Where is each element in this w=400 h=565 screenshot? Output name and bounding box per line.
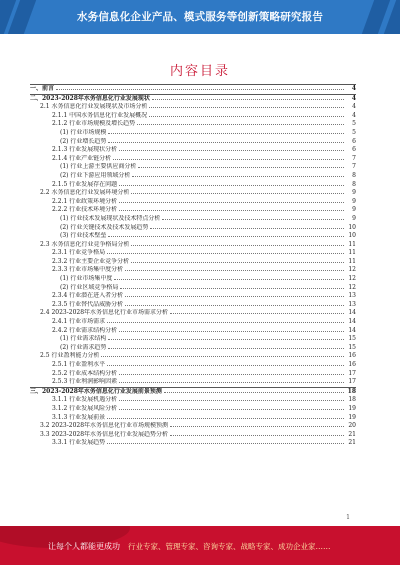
toc-entry-label: (2) 行业关键技术及技术发展趋势 [60,223,149,231]
toc-leader-dots [119,185,344,186]
toc-leader-dots [101,356,344,357]
toc-entry-label: (2) 行业区域竞争格局 [60,283,119,291]
toc-entry-page: 21 [348,439,356,447]
toc-entry-label: 2.1.2 行业市场规模及增长趋势 [52,120,136,128]
toc-entry-label: 3.2 2023-2028年水务信息化行业市场规模预测 [40,422,169,430]
toc-entry-label: (1) 行业技术发展现状及技术特点分析 [60,214,161,222]
toc-leader-dots [108,133,344,134]
toc-leader-dots [131,262,344,263]
toc-entry-label: 2.3.5 行业替代品威胁分析 [52,300,124,308]
toc-leader-dots [137,124,344,125]
toc-entry[interactable] [30,232,356,241]
toc-entry-page: 9 [352,189,356,197]
toc-entry-page: 16 [348,361,356,368]
toc-leader-dots [119,202,344,203]
toc-leader-dots [150,228,344,229]
toc-leader-dots [107,365,344,366]
toc-entry-page: 5 [352,120,356,128]
toc-leader-dots [131,193,344,194]
toc-leader-dots [170,426,344,427]
toc-leader-dots [119,210,344,211]
toc-leader-dots [119,382,344,383]
toc-entry-page: 6 [352,146,356,154]
toc-entry[interactable] [30,284,356,293]
toc-entry-label: 2.3.1 行业竞争格局 [52,249,106,257]
toc-entry-page: 4 [351,94,356,102]
toc-leader-dots [170,435,344,436]
toc-entry-label: (2) 行业需求趋势 [60,343,107,351]
toc-entry-page: 13 [348,300,356,308]
toc-entry[interactable] [30,414,356,423]
toc-entry-label: 3.1.1 行业发展机遇分析 [52,396,118,404]
toc-entry[interactable] [30,258,356,267]
toc-entry-page: 17 [348,378,356,386]
toc-entry-page: 10 [348,223,356,231]
toc-entry[interactable] [30,129,356,138]
toc-leader-dots [114,279,344,280]
toc-entry-page: 13 [348,292,356,300]
toc-entry-label: 3.3.1 行业发展趋势 [52,439,106,447]
report-footer-banner [0,526,400,565]
table-of-contents [30,84,356,448]
toc-entry[interactable] [30,370,356,379]
toc-entry-label: 2.5.2 行业成本结构分析 [52,369,118,377]
toc-entry-page: 14 [348,326,356,334]
toc-entry-page: 10 [348,232,356,240]
toc-entry-label: (1) 行业需求结构 [60,335,107,343]
toc-entry-label: 2.3 水务信息化行业竞争格局分析 [40,240,130,248]
toc-leader-dots [162,219,344,220]
toc-leader-dots [56,89,344,90]
toc-entry-page: 14 [348,309,356,317]
toc-entry-label: (1) 行业市场规模 [60,128,107,136]
toc-entry[interactable] [30,120,356,129]
toc-leader-dots [170,313,344,314]
toc-entry-page: 11 [348,257,356,265]
toc-entry[interactable] [30,163,356,172]
toc-leader-dots [125,270,344,271]
toc-entry-page: 8 [352,171,356,179]
toc-entry[interactable] [30,344,356,353]
toc-leader-dots [119,400,344,401]
toc-entry[interactable] [30,387,356,397]
toc-entry-page: 11 [348,249,356,257]
toc-entry[interactable] [30,249,356,258]
toc-leader-dots [119,331,344,332]
footer-tags: 行业专家、管理专家、咨询专家、战略专家、成功企业家…… [128,542,331,551]
toc-entry-label: (2) 行业增长趋势 [60,137,107,145]
toc-entry-page: 17 [348,369,356,377]
toc-entry[interactable] [30,198,356,207]
toc-entry-label: 3.1.3 行业发展前景 [52,413,106,421]
toc-entry-page: 16 [348,352,356,360]
toc-leader-dots [107,418,344,419]
toc-entry-label: 2.4.2 行业需求结构分析 [52,326,118,334]
toc-leader-dots [108,348,344,349]
toc-entry-label: 2.3.2 行业主要企业竞争分析 [52,257,130,265]
toc-entry[interactable] [30,275,356,284]
toc-entry[interactable] [30,181,356,190]
toc-entry[interactable] [30,335,356,344]
toc-entry-label: 2.4 2023-2028年水务信息化行业市场需求分析 [40,309,169,317]
toc-entry-label: 2.1.1 中国水务信息化行业发展概况 [52,111,148,119]
toc-entry-label: (1) 行业市场集中度 [60,275,113,283]
toc-entry-label: 2.1.5 行业发展存在问题 [52,180,118,188]
toc-entry-label: 2.5 行业盈利能力分析 [40,352,100,360]
toc-entry[interactable] [30,241,356,250]
toc-entry-label: (2) 行业下游应用领域分析 [60,171,131,179]
toc-entry[interactable] [30,112,356,121]
toc-entry[interactable] [30,361,356,370]
toc-leader-dots [125,296,344,297]
toc-entry-label: 2.1.3 行业发展现状分析 [52,146,118,154]
toc-entry[interactable] [30,266,356,275]
toc-entry-label: 2.5.3 行业利润影响因素 [52,378,118,386]
toc-entry[interactable] [30,431,356,440]
toc-leader-dots [107,253,344,254]
toc-entry-page: 4 [351,85,356,92]
toc-entry-label: 2.1 水务信息化行业发展现状及市场分析 [40,103,148,111]
toc-leader-dots [119,150,344,151]
toc-entry-page: 15 [348,335,356,343]
toc-entry-label: 2.2.2 行业技术环境分析 [52,206,118,214]
toc-leader-dots [131,245,344,246]
toc-entry-page: 7 [352,163,356,171]
toc-entry[interactable] [30,138,356,147]
toc-entry[interactable] [30,206,356,215]
toc-heading: 内容目录 [169,64,230,79]
toc-entry-label: (1) 行业上游主要供应商分析 [60,163,137,171]
toc-entry[interactable] [30,189,356,198]
toc-entry-label: 2.2 水务信息化行业发展环境分析 [40,189,130,197]
toc-leader-dots [138,167,344,168]
toc-entry-page: 18 [348,396,356,404]
toc-leader-dots [132,176,344,177]
toc-leader-dots [107,443,344,444]
toc-entry[interactable] [30,215,356,224]
toc-entry-page: 4 [352,103,356,111]
toc-leader-dots [113,159,344,160]
toc-entry-page: 11 [348,240,356,248]
toc-entry-page: 14 [348,318,356,326]
toc-entry[interactable] [30,172,356,181]
toc-entry[interactable] [30,378,356,387]
toc-leader-dots [125,305,344,306]
toc-entry-label: 2.1.4 行业产业链分析 [52,154,112,162]
footer-slogan: 让每个人都能更成功 [48,542,120,551]
toc-leader-dots [164,392,344,393]
toc-entry[interactable] [30,327,356,336]
toc-leader-dots [108,339,344,340]
toc-leader-dots [149,116,344,117]
toc-entry[interactable] [30,422,356,431]
toc-entry[interactable] [30,292,356,301]
toc-entry-label: (3) 行业技术壁垒 [60,232,107,240]
toc-entry-page: 9 [352,206,356,214]
toc-entry-label: 一、前言 [30,85,55,92]
toc-entry-page: 8 [352,180,356,188]
toc-entry-page: 6 [352,137,356,145]
toc-leader-dots [120,288,344,289]
toc-entry-page: 9 [352,214,356,222]
toc-entry-label: 2.4.1 行业市场需求 [52,318,106,326]
toc-entry[interactable] [30,318,356,327]
toc-entry[interactable] [30,352,356,361]
toc-entry-label: 2.3.4 行业潜在进入者分析 [52,292,124,300]
toc-entry-page: 20 [348,422,356,430]
toc-entry[interactable] [30,405,356,414]
toc-entry-label: 三、2023-2028年水务信息化行业发展前景预测 [30,387,162,395]
toc-leader-dots [149,107,344,108]
toc-leader-dots [119,409,344,410]
report-title: 水务信息化企业产品、模式服务等创新策略研究报告 [76,11,324,23]
toc-entry[interactable] [30,103,356,112]
toc-entry-page: 12 [348,275,356,283]
toc-entry-page: 18 [347,387,356,395]
toc-entry-page: 12 [348,283,356,291]
toc-entry-label: 2.2.1 行业政策环境分析 [52,197,118,205]
toc-leader-dots [108,142,344,143]
toc-entry[interactable] [30,155,356,164]
toc-entry-label: 3.1.2 行业发展风险分析 [52,404,118,412]
toc-entry-page: 19 [348,404,356,412]
toc-entry-page: 5 [352,128,356,136]
toc-entry-page: 7 [352,154,356,162]
toc-entry-page: 21 [348,430,356,438]
toc-entry-label: 2.3.3 行业市场集中度分析 [52,266,124,274]
toc-entry[interactable] [30,439,356,448]
toc-entry[interactable] [30,396,356,405]
toc-entry[interactable] [30,224,356,233]
toc-entry-label: 二、2023-2028年水务信息化行业发展现状 [30,94,150,102]
toc-entry-page: 15 [348,343,356,351]
toc-entry[interactable] [30,84,356,94]
toc-entry-page: 12 [348,266,356,274]
toc-leader-dots [152,99,344,100]
toc-entry[interactable] [30,146,356,155]
toc-entry-label: 2.5.1 行业盈利水平 [52,361,106,368]
toc-entry[interactable] [30,309,356,318]
toc-leader-dots [119,374,344,375]
toc-entry-page: 4 [352,111,356,119]
page-number: 1 [346,514,350,521]
toc-entry[interactable] [30,94,356,104]
toc-entry-page: 9 [352,197,356,205]
toc-entry-page: 19 [348,413,356,421]
toc-leader-dots [108,236,344,237]
toc-leader-dots [107,322,344,323]
toc-entry-label: 3.3 2023-2028年水务信息化行业发展趋势分析 [40,430,169,438]
toc-entry[interactable] [30,301,356,310]
report-header-banner [0,0,400,34]
